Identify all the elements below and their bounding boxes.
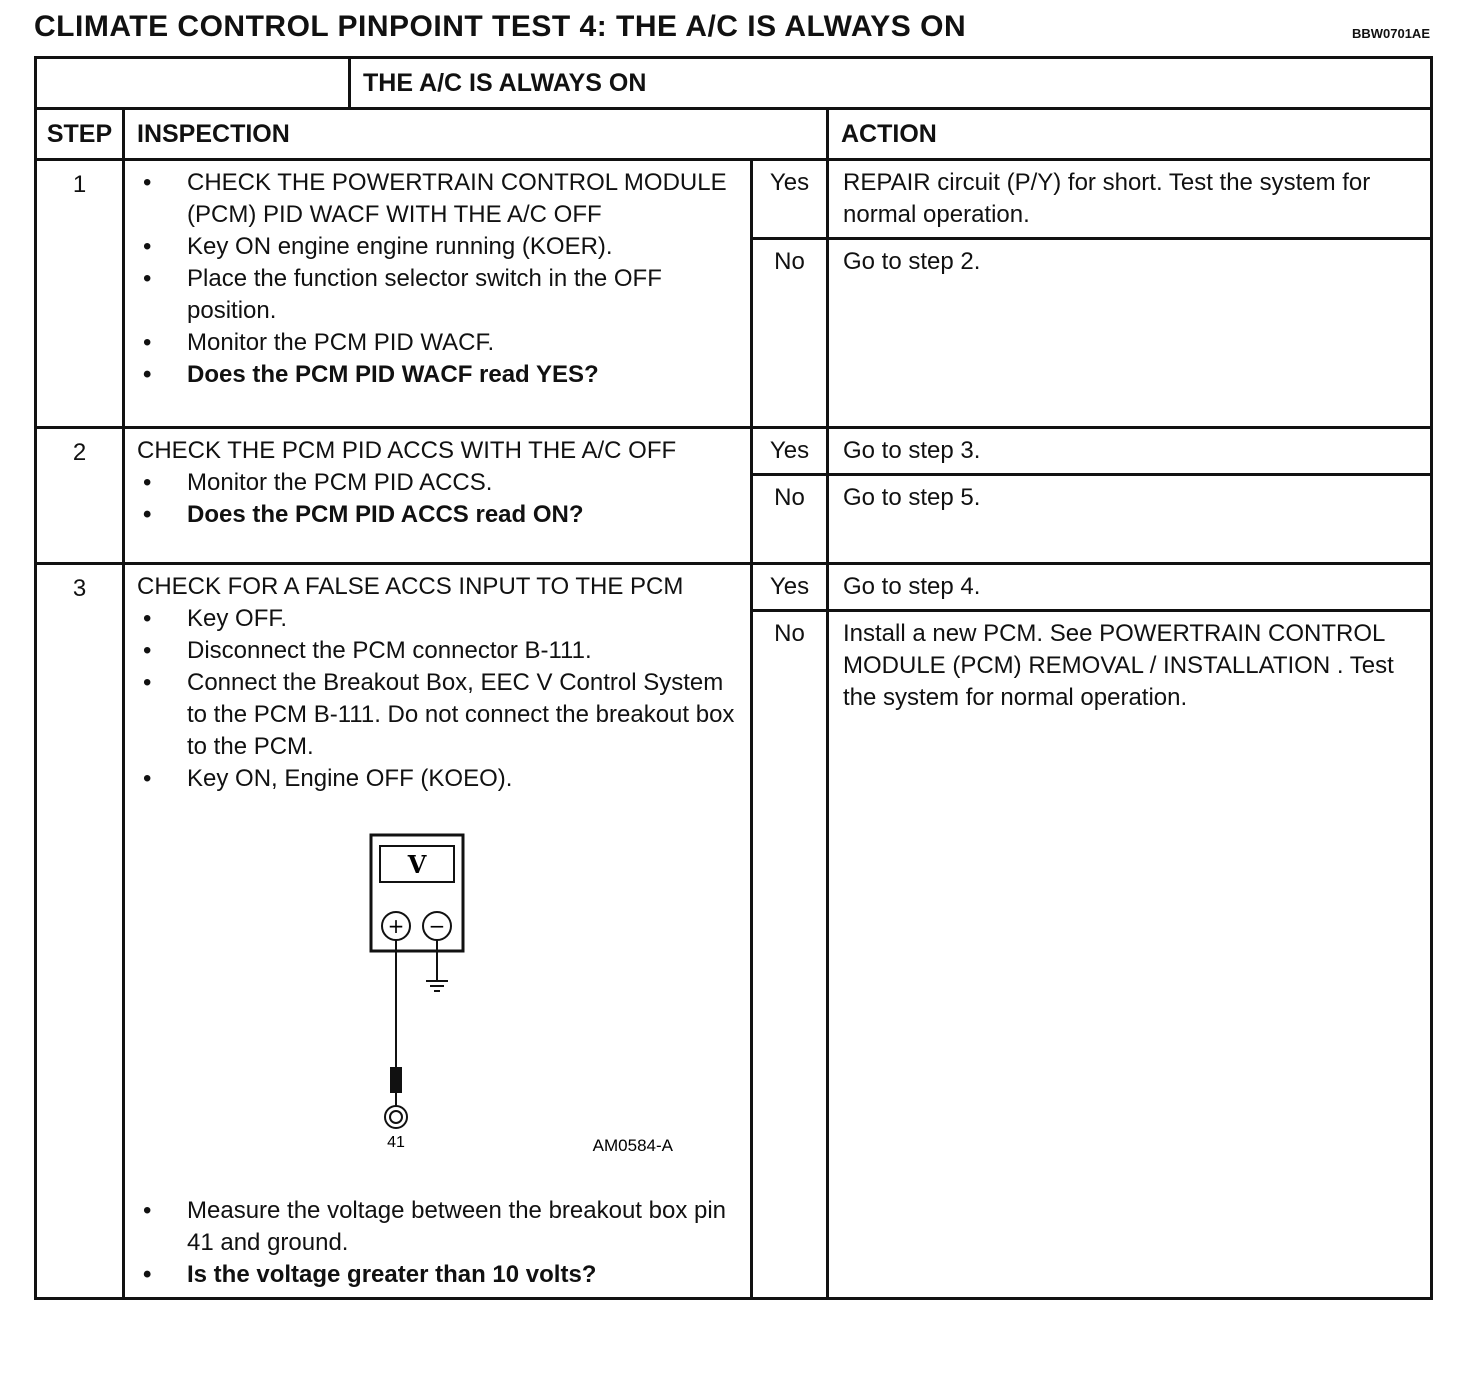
table-row: [36, 564, 1432, 611]
minus-sign: −: [428, 914, 446, 938]
table-row: [36, 160, 1432, 239]
table-row: [36, 428, 1432, 475]
no-action: Go to step 5.: [828, 475, 1432, 564]
table-header-row: [36, 109, 1432, 160]
list-item: • Monitor the PCM PID WACF.: [137, 327, 740, 359]
step-question: • Does the PCM PID ACCS read ON?: [137, 499, 740, 531]
no-label: No: [752, 475, 828, 564]
yes-action: Go to step 3.: [828, 428, 1432, 475]
list-item: • Disconnect the PCM connector B-111.: [137, 635, 740, 667]
no-action: Go to step 2.: [828, 239, 1432, 428]
no-action: Install a new PCM. See POWERTRAIN CONTROL MODULE (PCM) REMOVAL / INSTALLATION . Test the system for normal operation.: [828, 611, 1432, 1299]
step-inspection: [124, 564, 752, 1299]
pin-outer-icon: [385, 1106, 407, 1128]
document-code: BBW0701AE: [1351, 26, 1430, 41]
no-label: No: [752, 611, 828, 1299]
voltmeter-diagram: [137, 795, 740, 1195]
yes-label: Yes: [752, 564, 828, 611]
header-action: ACTION: [828, 109, 1432, 160]
list-item: • Connect the Breakout Box, EEC V Control System to the PCM B-111. Do not connect the breakout box to the PCM.: [137, 667, 740, 763]
list-item: • Monitor the PCM PID ACCS.: [137, 467, 740, 499]
voltmeter-svg: [137, 795, 697, 1195]
step-number: 2: [36, 428, 124, 564]
list-item: • CHECK THE POWERTRAIN CONTROL MODULE (PCM) PID WACF WITH THE A/C OFF: [137, 167, 740, 231]
yes-label: Yes: [752, 160, 828, 239]
pinpoint-test-table: [34, 56, 1433, 1300]
step-question: • Does the PCM PID WACF read YES?: [137, 359, 740, 391]
yes-action: REPAIR circuit (P/Y) for short. Test the system for normal operation.: [828, 160, 1432, 239]
header-step: STEP: [36, 109, 124, 160]
plus-sign: +: [387, 914, 405, 938]
list-item: • Place the function selector switch in the OFF position.: [137, 263, 740, 327]
list-item: • Key ON engine engine running (KOER).: [137, 231, 740, 263]
step-inspection: [124, 160, 752, 428]
list-item: • Measure the voltage between the breakout box pin 41 and ground.: [137, 1195, 740, 1259]
yes-label: Yes: [752, 428, 828, 475]
list-item: • Key OFF.: [137, 603, 740, 635]
voltmeter-symbol: V: [407, 850, 427, 879]
step-lead: CHECK THE PCM PID ACCS WITH THE A/C OFF: [137, 437, 677, 464]
list-item: • Key ON, Engine OFF (KOEO).: [137, 763, 740, 795]
step-lead: CHECK FOR A FALSE ACCS INPUT TO THE PCM: [137, 573, 684, 600]
step-number: 3: [36, 564, 124, 1299]
pin-label: 41: [387, 1134, 405, 1151]
probe-tip-icon: [390, 1067, 402, 1093]
step-question: • Is the voltage greater than 10 volts?: [137, 1259, 740, 1291]
figure-code: AM0584-A: [592, 1136, 673, 1155]
pin-inner-icon: [390, 1111, 402, 1123]
step-inspection: [124, 428, 752, 564]
yes-action: Go to step 4.: [828, 564, 1432, 611]
header-inspection: INSPECTION: [124, 109, 828, 160]
page-title: CLIMATE CONTROL PINPOINT TEST 4: THE A/C IS ALWAYS ON: [34, 10, 967, 43]
table-title-row: [36, 58, 1432, 109]
no-label: No: [752, 239, 828, 428]
step-number: 1: [36, 160, 124, 428]
table-title: THE A/C IS ALWAYS ON: [350, 58, 1432, 109]
